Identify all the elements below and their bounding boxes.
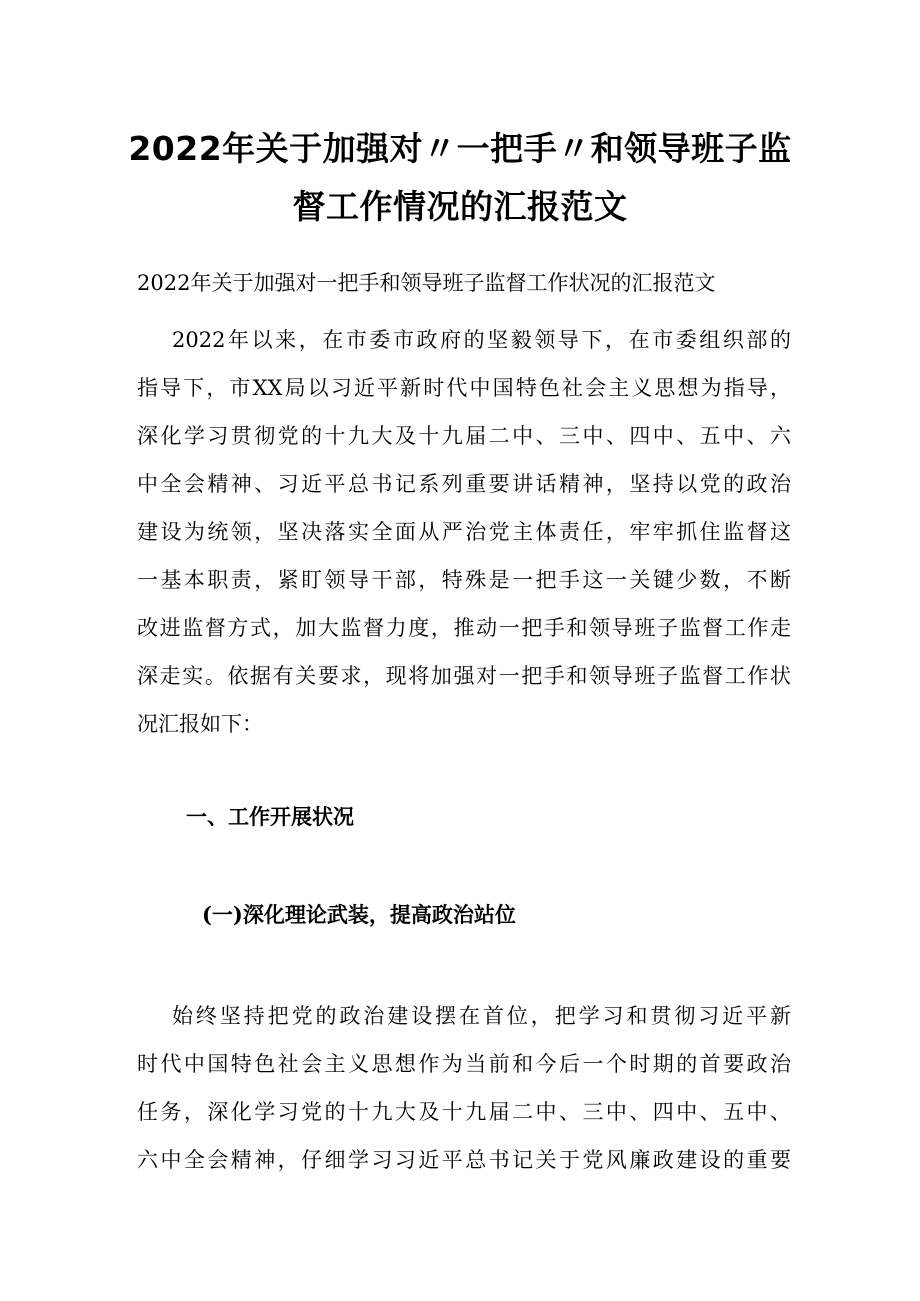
subsection-heading: (一)深化理论武装，提高政治站位 bbox=[202, 902, 516, 927]
paragraph-line: 深化学习贯彻党的十九大及十九届二中、三中、四中、五中、六 bbox=[137, 424, 791, 448]
title-line-2: 督工作情况的汇报范文 bbox=[292, 187, 628, 226]
section-heading: 一、工作开展状况 bbox=[186, 804, 354, 829]
paragraph-line: 建设为统领，坚决落实全面从严治党主体责任，牢牢抓住监督这 bbox=[137, 520, 791, 544]
paragraph-line: 六中全会精神，仔细学习习近平总书记关于党风廉政建设的重要 bbox=[137, 1148, 791, 1172]
paragraph-line: 况汇报如下： bbox=[137, 712, 263, 736]
document-subtitle: 2022年关于加强对一把手和领导班子监督工作状况的汇报范文 bbox=[137, 271, 716, 295]
paragraph-line: 2022年以来，在市委市政府的坚毅领导下，在市委组织部的 bbox=[172, 328, 791, 352]
paragraph-line: 时代中国特色社会主义思想作为当前和今后一个时期的首要政治 bbox=[137, 1052, 791, 1076]
paragraph-line: 指导下，市XX局以习近平新时代中国特色社会主义思想为指导， bbox=[137, 376, 791, 400]
paragraph-line: 改进监督方式，加大监督力度，推动一把手和领导班子监督工作走 bbox=[137, 616, 791, 640]
paragraph-line: 深走实。依据有关要求，现将加强对一把手和领导班子监督工作状 bbox=[137, 664, 791, 688]
paragraph-line: 任务，深化学习党的十九大及十九届二中、三中、四中、五中、 bbox=[137, 1100, 791, 1124]
body-paragraph bbox=[137, 992, 791, 1184]
intro-paragraph bbox=[137, 316, 791, 748]
paragraph-line: 中全会精神、习近平总书记系列重要讲话精神，坚持以党的政治 bbox=[137, 472, 791, 496]
title-line-1: 2022年关于加强对〃一把手〃和领导班子监 bbox=[128, 129, 792, 168]
document-title bbox=[120, 120, 800, 236]
paragraph-line: 一基本职责，紧盯领导干部，特殊是一把手这一关键少数，不断 bbox=[137, 568, 791, 592]
paragraph-line: 始终坚持把党的政治建设摆在首位，把学习和贯彻习近平新 bbox=[172, 1004, 791, 1028]
